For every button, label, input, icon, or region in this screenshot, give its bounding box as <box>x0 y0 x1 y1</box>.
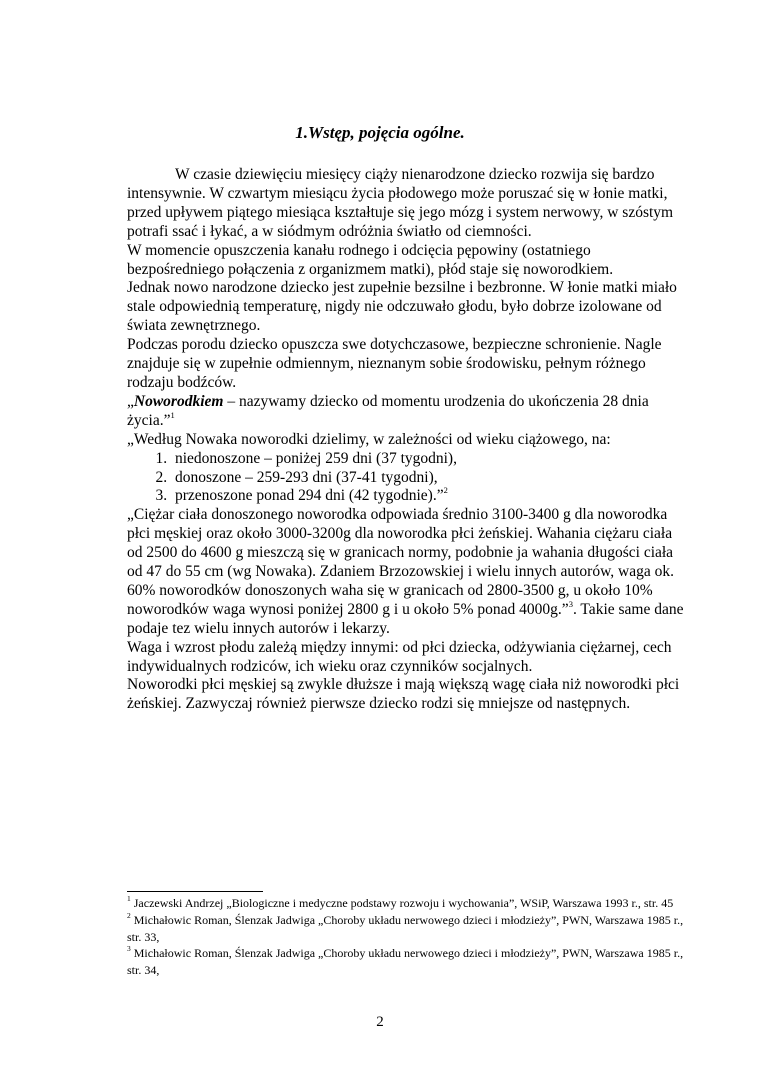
list-item-text: przenoszone ponad 294 dni (42 tygodnie).” <box>175 487 444 505</box>
footnote-item <box>127 912 687 946</box>
paragraph-weight <box>127 506 687 638</box>
footnote-number: 1 <box>127 894 131 903</box>
defined-term: Noworodkiem <box>133 392 224 410</box>
chapter-title: 1.Wstęp, pojęcia ogólne. <box>295 123 465 142</box>
paragraph-delivery: Podczas porodu dziecko opuszcza swe dotychczasowe, bezpieczne schronienie. Nagle znajduje się w zupełnie odmiennym, nieznanym sobie środowisku, pełnym różnego rodzaju bodźców. <box>127 336 662 391</box>
weight-continuation: . Takie same dane podaje tez wielu innych autorów i lekarzy. <box>127 600 684 637</box>
footnote-ref-3[interactable]: 3 <box>568 598 573 609</box>
list-item <box>171 469 687 488</box>
quote-open: „ <box>127 392 134 410</box>
footnote-item <box>127 895 687 912</box>
list-item <box>171 487 687 506</box>
footnote-text: Jaczewski Andrzej „Biologiczne i medyczne podstawy rozwoju i wychowania”, WSiP, Warszawa 1993 r., str. 45 <box>130 896 674 910</box>
footnote-item <box>127 945 687 979</box>
footnote-ref-1[interactable]: 1 <box>170 409 175 420</box>
paragraph-definition <box>127 393 687 431</box>
paragraph-sex-differences: Noworodki płci męskiej są zwykle dłuższe i mają większą wagę ciała niż noworodki płci żeńskiej. Zazwyczaj również pierwsze dziecko rodzi się mniejsze od następnych. <box>127 676 680 713</box>
list-item-text: donoszone – 259-293 dni (37-41 tygodni), <box>175 468 438 486</box>
weight-quote: „Ciężar ciała donoszonego noworodka odpowiada średnio 3100-3400 g dla noworodka płci męskiej oraz około 3000-3200g dla noworodka płci żeńskiej. Wahania ciężaru ciała od 2500 do 4600 g mieszczą się w granicach normy, podobnie ja wahania długości ciała od 47 do 55 cm (wg Nowaka). Zdaniem Brzozowskiej i wielu innych autorów, waga ok. 60% noworodków donoszonych waha się w granicach od 2800-3500 g, u około 10% noworodków waga wynosi poniżej 2800 g i u około 5% ponad 4000g.” <box>127 506 674 618</box>
page-number: 2 <box>376 1014 384 1030</box>
body-text <box>127 166 687 714</box>
list-item <box>171 450 687 469</box>
list-item-text: niedonoszone – poniżej 259 dni (37 tygodni), <box>175 449 457 467</box>
definition-text: – nazywamy dziecko od momentu urodzenia do ukończenia 28 dnia życia.” <box>127 392 649 429</box>
footnote-number: 3 <box>127 944 131 954</box>
footnote-separator <box>127 891 263 892</box>
paragraph-classification-intro: „Według Nowaka noworodki dzielimy, w zależności od wieku ciążowego, na: <box>127 430 611 448</box>
classification-list <box>127 450 687 507</box>
footnote-number: 2 <box>127 910 131 920</box>
footnote-ref-2[interactable]: 2 <box>443 485 448 496</box>
footnote-text: Michałowic Roman, Ślenzak Jadwiga „Choroby układu nerwowego dzieci i młodzieży”, PWN, Warszawa 1985 r., str. 33, <box>127 912 684 944</box>
paragraph-prenatal: W czasie dziewięciu miesięcy ciąży nienarodzone dziecko rozwija się bardzo intensywnie. W czwartym miesiącu życia płodowego może poruszać się w łonie matki, przed upływem piątego miesiąca kształtuje się jego mózg i system nerwowy, w szóstym potrafi ssać i łykać, a w siódmym odróżnia światło od ciemności. <box>127 166 674 240</box>
paragraph-helpless: Jednak nowo narodzone dziecko jest zupełnie bezsilne i bezbronne. W łonie matki miało stale odpowiednią temperaturę, nigdy nie odczuwało głodu, było dobrze izolowane od świata zewnętrznego. <box>127 279 677 335</box>
footnotes <box>127 895 687 979</box>
paragraph-birth: W momencie opuszczenia kanału rodnego i odcięcia pępowiny (ostatniego bezpośredniego połączenia z organizmem matki), płód staje się noworodkiem. <box>127 241 614 278</box>
footnote-text: Michałowic Roman, Ślenzak Jadwiga „Choroby układu nerwowego dzieci i młodzieży”, PWN, Warszawa 1985 r., str. 34, <box>127 946 684 978</box>
paragraph-factors: Waga i wzrost płodu zależą między innymi: od płci dziecka, odżywiania ciężarnej, cech indywidualnych rodziców, ich wieku oraz czynników socjalnych. <box>127 638 672 675</box>
